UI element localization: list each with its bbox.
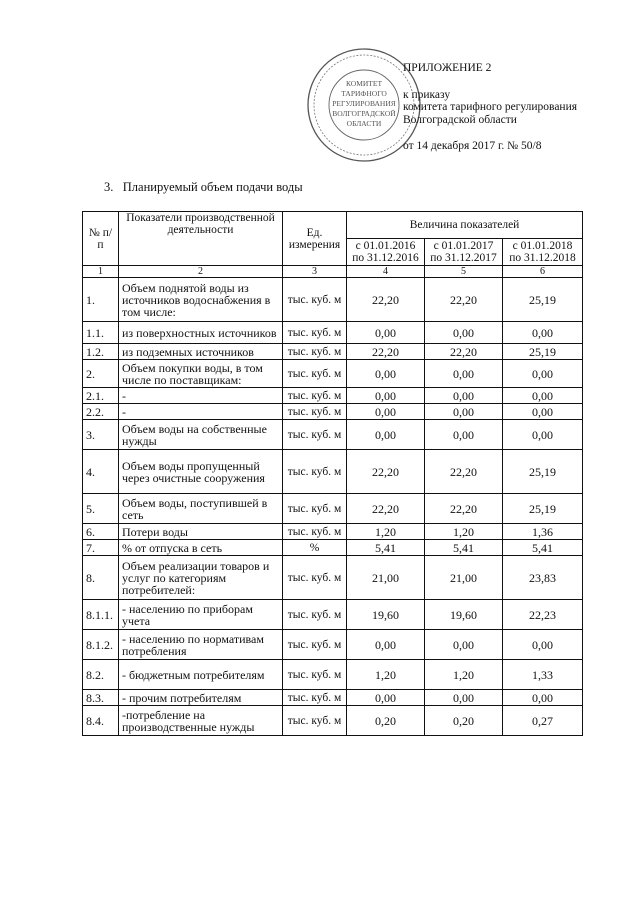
svg-text:ВОЛГОГРАДСКОЙ: ВОЛГОГРАДСКОЙ [332,109,396,118]
row-value-2017: 1,20 [425,660,503,690]
row-number: 1.2. [83,344,119,360]
column-index: 5 [425,266,503,278]
row-number: 3. [83,420,119,450]
row-unit: тыс. куб. м [283,344,347,360]
row-value-2016: 1,20 [347,660,425,690]
row-number: 1.1. [83,322,119,344]
row-value-2018: 22,23 [503,600,583,630]
row-indicator-name: из подземных источников [119,344,283,360]
column-index: 2 [119,266,283,278]
row-value-2017: 0,20 [425,706,503,736]
row-value-2018: 0,00 [503,404,583,420]
header-period-2017: с 01.01.2017 по 31.12.2017 [425,239,503,266]
row-value-2018: 0,00 [503,322,583,344]
column-index: 4 [347,266,425,278]
row-value-2016: 22,20 [347,278,425,322]
row-unit: тыс. куб. м [283,706,347,736]
row-value-2017: 22,20 [425,450,503,494]
table-row [83,420,583,450]
row-unit: тыс. куб. м [283,524,347,540]
row-unit: тыс. куб. м [283,630,347,660]
row-unit: тыс. куб. м [283,660,347,690]
row-value-2017: 0,00 [425,360,503,388]
row-value-2018: 1,33 [503,660,583,690]
row-value-2018: 0,00 [503,420,583,450]
row-number: 8. [83,556,119,600]
row-value-2017: 0,00 [425,630,503,660]
row-value-2016: 22,20 [347,450,425,494]
table-row [83,322,583,344]
header-number: № п/п [83,212,119,266]
row-value-2018: 25,19 [503,494,583,524]
header-period-2016: с 01.01.2016 по 31.12.2016 [347,239,425,266]
row-value-2016: 0,00 [347,690,425,706]
table-row [83,344,583,360]
row-indicator-name: - населению по приборам учета [119,600,283,630]
header-period-2018: с 01.01.2018 по 31.12.2018 [503,239,583,266]
row-number: 2.1. [83,388,119,404]
row-value-2018: 0,00 [503,360,583,388]
row-indicator-name: - [119,404,283,420]
svg-text:ОБЛАСТИ: ОБЛАСТИ [346,119,382,128]
row-value-2017: 0,00 [425,322,503,344]
row-value-2016: 22,20 [347,344,425,360]
table-row [83,494,583,524]
section-title-text: Планируемый объем подачи воды [122,180,303,194]
row-value-2017: 19,60 [425,600,503,630]
column-index: 3 [283,266,347,278]
table-row [83,690,583,706]
committee-name: комитета тарифного регулирования [403,101,578,113]
svg-text:РЕГУЛИРОВАНИЯ: РЕГУЛИРОВАНИЯ [332,99,396,108]
row-value-2018: 0,27 [503,706,583,736]
row-number: 8.1.2. [83,630,119,660]
row-indicator-name: - [119,388,283,404]
row-value-2016: 0,00 [347,420,425,450]
row-value-2016: 21,00 [347,556,425,600]
row-value-2018: 0,00 [503,690,583,706]
row-number: 4. [83,450,119,494]
table-row [83,524,583,540]
row-indicator-name: Потери воды [119,524,283,540]
row-unit: тыс. куб. м [283,388,347,404]
row-value-2016: 5,41 [347,540,425,556]
row-indicator-name: Объем воды, поступившей в сеть [119,494,283,524]
row-indicator-name: - населению по нормативам потребления [119,630,283,660]
table-row [83,278,583,322]
row-value-2017: 21,00 [425,556,503,600]
table-row [83,404,583,420]
row-unit: тыс. куб. м [283,404,347,420]
row-indicator-name: Объем воды пропущенный через очистные сооружения [119,450,283,494]
row-value-2017: 0,00 [425,388,503,404]
row-indicator-name: Объем реализации товаров и услуг по категориям потребителей: [119,556,283,600]
row-number: 6. [83,524,119,540]
row-value-2016: 0,00 [347,322,425,344]
row-number: 1. [83,278,119,322]
order-date-number: от 14 декабря 2017 г. № 50/8 [403,140,542,152]
row-indicator-name: из поверхностных источников [119,322,283,344]
row-indicator-name: % от отпуска в сеть [119,540,283,556]
column-index: 6 [503,266,583,278]
row-indicator-name: Объем воды на собственные нужды [119,420,283,450]
row-unit: % [283,540,347,556]
row-unit: тыс. куб. м [283,600,347,630]
row-value-2017: 0,00 [425,420,503,450]
row-number: 2. [83,360,119,388]
row-value-2018: 0,00 [503,388,583,404]
row-value-2017: 22,20 [425,344,503,360]
column-index: 1 [83,266,119,278]
row-number: 8.1.1. [83,600,119,630]
row-value-2016: 22,20 [347,494,425,524]
row-value-2018: 25,19 [503,278,583,322]
row-number: 7. [83,540,119,556]
row-value-2018: 25,19 [503,344,583,360]
row-unit: тыс. куб. м [283,450,347,494]
section-title [104,180,303,195]
row-value-2017: 22,20 [425,494,503,524]
row-number: 8.4. [83,706,119,736]
row-value-2016: 0,00 [347,360,425,388]
table-row [83,600,583,630]
header-values: Величина показателей [347,212,583,239]
header-parameters: Показатели производственной деятельности [119,212,283,266]
row-value-2017: 0,00 [425,404,503,420]
row-indicator-name: - прочим потребителям [119,690,283,706]
row-value-2016: 0,00 [347,388,425,404]
row-value-2016: 19,60 [347,600,425,630]
appendix-header [403,62,577,153]
row-value-2017: 22,20 [425,278,503,322]
row-unit: тыс. куб. м [283,278,347,322]
row-value-2016: 1,20 [347,524,425,540]
row-unit: тыс. куб. м [283,690,347,706]
table-row [83,630,583,660]
table-row [83,706,583,736]
table-row [83,540,583,556]
section-number: 3. [104,180,114,194]
row-unit: тыс. куб. м [283,322,347,344]
row-unit: тыс. куб. м [283,360,347,388]
order-reference-line: к приказу [403,88,451,101]
table-row [83,450,583,494]
row-value-2017: 5,41 [425,540,503,556]
row-unit: тыс. куб. м [283,556,347,600]
row-value-2016: 0,00 [347,630,425,660]
header-unit: Ед. измерения [283,212,347,266]
appendix-title: ПРИЛОЖЕНИЕ 2 [403,62,492,74]
table-row [83,360,583,388]
table-row [83,660,583,690]
column-index-row [83,266,583,278]
row-value-2018: 0,00 [503,630,583,660]
row-value-2016: 0,00 [347,404,425,420]
svg-text:ТАРИФНОГО: ТАРИФНОГО [341,89,387,98]
table-row [83,556,583,600]
table-row [83,388,583,404]
row-value-2017: 1,20 [425,524,503,540]
row-value-2018: 23,83 [503,556,583,600]
row-number: 8.2. [83,660,119,690]
row-indicator-name: -потребление на производственные нужды [119,706,283,736]
row-number: 5. [83,494,119,524]
row-indicator-name: Объем поднятой воды из источников водоснабжения в том числе: [119,278,283,322]
row-number: 8.3. [83,690,119,706]
row-value-2016: 0,20 [347,706,425,736]
row-value-2018: 1,36 [503,524,583,540]
region-name: Волгоградской области [403,113,517,126]
row-value-2018: 5,41 [503,540,583,556]
water-supply-table [82,211,583,736]
row-value-2018: 25,19 [503,450,583,494]
row-indicator-name: - бюджетным потребителям [119,660,283,690]
row-unit: тыс. куб. м [283,494,347,524]
row-number: 2.2. [83,404,119,420]
svg-text:КОМИТЕТ: КОМИТЕТ [345,79,383,88]
row-value-2017: 0,00 [425,690,503,706]
row-unit: тыс. куб. м [283,420,347,450]
row-indicator-name: Объем покупки воды, в том числе по поставщикам: [119,360,283,388]
